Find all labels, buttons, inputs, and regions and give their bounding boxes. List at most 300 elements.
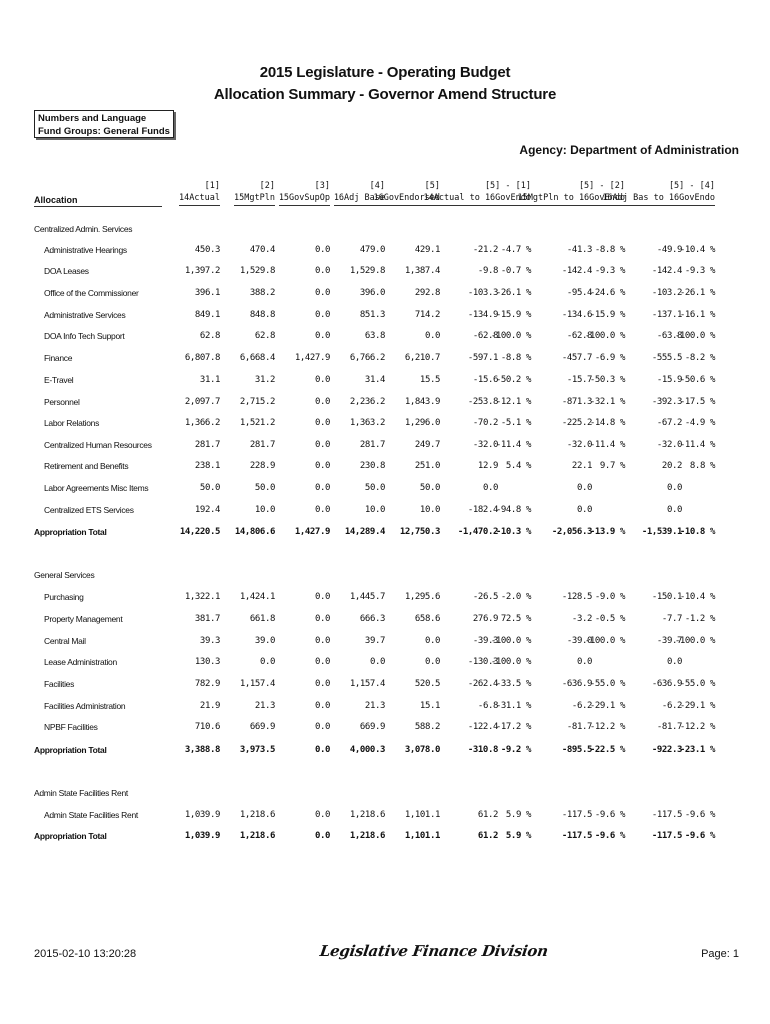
cell-value: 4,000.3 — [349, 745, 385, 755]
cell-value: 50.0 — [254, 483, 275, 493]
allocation-name: Finance — [44, 353, 73, 363]
cell-value: 1,101.1 — [404, 831, 440, 841]
cell-value: -15.7 — [566, 375, 592, 385]
table-row — [0, 679, 770, 693]
cell-value: 1,157.4 — [349, 679, 385, 689]
cell-value: -11.4 % — [589, 440, 625, 450]
cell-value: -12.2 % — [679, 722, 715, 732]
cell-value: 0.0 — [259, 657, 275, 667]
col-name: 16GovEndorsed — [373, 192, 440, 206]
table-row — [0, 461, 770, 475]
cell-value: -62.8 — [566, 331, 592, 341]
cell-value: 0.0 — [314, 461, 330, 471]
cell-value: 10.0 — [254, 505, 275, 515]
cell-value: -15.6 — [472, 375, 498, 385]
cell-value: -150.1 — [651, 592, 682, 602]
cell-value: -9.3 % — [684, 266, 715, 276]
cell-value: 15.1 — [419, 701, 440, 711]
col-index: [2] — [259, 181, 275, 191]
cell-value: 1,218.6 — [349, 831, 385, 841]
cell-value: -81.7 — [566, 722, 592, 732]
table-row — [0, 310, 770, 324]
cell-value: -21.2 — [472, 245, 498, 255]
cell-value: 20.2 — [661, 461, 682, 471]
filter-line-fund-groups: Fund Groups: General Funds — [38, 126, 170, 137]
cell-value: 710.6 — [194, 722, 220, 732]
table-row — [0, 722, 770, 736]
cell-value: -50.3 % — [589, 375, 625, 385]
cell-value: 2,715.2 — [239, 397, 275, 407]
cell-value: 50.0 — [199, 483, 220, 493]
cell-value: -392.3 — [651, 397, 682, 407]
cell-value: 6,807.8 — [184, 353, 220, 363]
cell-value: 50.0 — [364, 483, 385, 493]
col-name: 16Adj Base — [334, 192, 385, 206]
cell-value: 14,220.5 — [179, 527, 220, 537]
cell-value: -117.5 — [561, 810, 592, 820]
cell-value: 31.2 — [254, 375, 275, 385]
cell-value: -597.1 — [467, 353, 498, 363]
cell-value: -26.5 — [472, 592, 498, 602]
filter-box — [34, 110, 174, 138]
cell-value: -22.5 % — [589, 745, 625, 755]
cell-value: 8.8 % — [689, 461, 715, 471]
cell-value: 1,529.8 — [239, 266, 275, 276]
allocation-name: Appropriation Total — [34, 831, 107, 841]
table-row — [0, 375, 770, 389]
cell-value: -100.0 % — [584, 636, 625, 646]
cell-value: 1,529.8 — [349, 266, 385, 276]
cell-value: -134.9 — [467, 310, 498, 320]
cell-value: 10.0 — [364, 505, 385, 515]
cell-value: 281.7 — [249, 440, 275, 450]
cell-value: -142.4 — [561, 266, 592, 276]
cell-value: 450.3 — [194, 245, 220, 255]
cell-value: -12.2 % — [589, 722, 625, 732]
cell-value: 62.8 — [254, 331, 275, 341]
cell-value: 658.6 — [414, 614, 440, 624]
cell-value: 0.0 — [314, 331, 330, 341]
cell-value: 1,424.1 — [239, 592, 275, 602]
cell-value: -895.5 — [561, 745, 592, 755]
cell-value: -6.2 — [571, 701, 592, 711]
cell-value: -29.1 % — [589, 701, 625, 711]
cell-value: -1.2 % — [684, 614, 715, 624]
cell-value: 14,806.6 — [234, 527, 275, 537]
cell-value: 1,427.9 — [294, 353, 330, 363]
table-row — [0, 418, 770, 432]
cell-value: -555.5 — [651, 353, 682, 363]
col-name: 15MgtPln — [234, 192, 275, 206]
allocation-name: Administrative Services — [44, 310, 126, 320]
cell-value: 0.0 — [369, 657, 385, 667]
allocation-name: Appropriation Total — [34, 745, 107, 755]
cell-value: 0.0 — [314, 418, 330, 428]
cell-value: -182.4 — [467, 505, 498, 515]
cell-value: -26.1 % — [495, 288, 531, 298]
col-index: [5] - [2] — [578, 181, 625, 191]
cell-value: -9.8 — [477, 266, 498, 276]
allocation-name: Central Mail — [44, 636, 86, 646]
cell-value: -32.0 — [472, 440, 498, 450]
cell-value: -16.1 % — [679, 310, 715, 320]
cell-value: 31.4 — [364, 375, 385, 385]
cell-value: 396.0 — [359, 288, 385, 298]
table-row — [0, 592, 770, 606]
cell-value: 251.0 — [414, 461, 440, 471]
cell-value: -130.3 — [467, 657, 498, 667]
cell-value: -0.7 % — [500, 266, 531, 276]
cell-value: -6.8 — [477, 701, 498, 711]
table-row — [0, 266, 770, 280]
cell-value: 1,397.2 — [184, 266, 220, 276]
table-row — [0, 505, 770, 519]
cell-value: -103.3 — [467, 288, 498, 298]
cell-value: 0.0 — [314, 831, 330, 841]
col-name: 15MgtPln to 16GovEndo — [518, 192, 625, 206]
cell-value: -39.7 — [656, 636, 682, 646]
cell-value: -9.3 % — [594, 266, 625, 276]
cell-value: 230.8 — [359, 461, 385, 471]
cell-value: 1,039.9 — [184, 810, 220, 820]
cell-value: 6,210.7 — [404, 353, 440, 363]
col-index: [3] — [314, 181, 330, 191]
cell-value: 0.0 — [314, 745, 330, 755]
cell-value: -6.9 % — [594, 353, 625, 363]
cell-value: -10.3 % — [495, 527, 531, 537]
cell-value: 0.0 — [314, 288, 330, 298]
appropriation-total-row — [0, 527, 770, 541]
cell-value: -62.8 — [472, 331, 498, 341]
cell-value: -12.1 % — [495, 397, 531, 407]
cell-value: -253.8 — [467, 397, 498, 407]
cell-value: -3.2 — [571, 614, 592, 624]
cell-value: 12,750.3 — [399, 527, 440, 537]
table-row — [0, 397, 770, 411]
cell-value: -636.9 — [561, 679, 592, 689]
cell-value: 2,097.7 — [184, 397, 220, 407]
cell-value: 0.0 — [314, 440, 330, 450]
col-index: [5] — [424, 181, 440, 191]
cell-value: -31.1 % — [495, 701, 531, 711]
cell-value: -117.5 — [561, 831, 592, 841]
cell-value: -4.7 % — [500, 245, 531, 255]
cell-value: 0.0 — [666, 483, 682, 493]
cell-value: 192.4 — [194, 505, 220, 515]
cell-value: 1,296.0 — [404, 418, 440, 428]
cell-value: -103.2 — [651, 288, 682, 298]
cell-value: 228.9 — [249, 461, 275, 471]
cell-value: -39.0 — [566, 636, 592, 646]
cell-value: -100.0 % — [674, 331, 715, 341]
agency-label: Agency: Department of Administration — [519, 143, 739, 157]
cell-value: 0.0 — [482, 483, 498, 493]
cell-value: -117.5 — [651, 831, 682, 841]
cell-value: 669.9 — [249, 722, 275, 732]
cell-value: -9.6 % — [684, 831, 715, 841]
cell-value: 1,521.2 — [239, 418, 275, 428]
cell-value: -117.5 — [651, 810, 682, 820]
cell-value: 39.7 — [364, 636, 385, 646]
col-name: 15GovSupOp — [279, 192, 330, 206]
cell-value: 0.0 — [424, 636, 440, 646]
col-name: 14Actual — [179, 192, 220, 206]
cell-value: -26.1 % — [679, 288, 715, 298]
cell-value: 0.0 — [666, 657, 682, 667]
cell-value: 10.0 — [419, 505, 440, 515]
cell-value: 249.7 — [414, 440, 440, 450]
cell-value: -100.0 % — [584, 331, 625, 341]
cell-value: -55.0 % — [589, 679, 625, 689]
cell-value: -29.1 % — [679, 701, 715, 711]
cell-value: -8.8 % — [500, 353, 531, 363]
allocation-name: Office of the Commissioner — [44, 288, 139, 298]
cell-value: -17.2 % — [495, 722, 531, 732]
cell-value: -10.4 % — [679, 592, 715, 602]
cell-value: -32.0 — [656, 440, 682, 450]
cell-value: 39.0 — [254, 636, 275, 646]
table-row — [0, 440, 770, 454]
cell-value: -8.2 % — [684, 353, 715, 363]
cell-value: 0.0 — [576, 483, 592, 493]
cell-value: -922.3 — [651, 745, 682, 755]
table-row — [0, 810, 770, 824]
cell-value: -94.8 % — [495, 505, 531, 515]
cell-value: -63.8 — [656, 331, 682, 341]
cell-value: 520.5 — [414, 679, 440, 689]
col-name: 14Actual to 16GovEndo — [424, 192, 531, 206]
cell-value: -11.4 % — [495, 440, 531, 450]
cell-value: 849.1 — [194, 310, 220, 320]
allocation-name: Centralized ETS Services — [44, 505, 134, 515]
cell-value: 21.3 — [254, 701, 275, 711]
cell-value: -15.9 % — [589, 310, 625, 320]
cell-value: 1,157.4 — [239, 679, 275, 689]
cell-value: 388.2 — [249, 288, 275, 298]
cell-value: 0.0 — [314, 505, 330, 515]
cell-value: 381.7 — [194, 614, 220, 624]
cell-value: -310.8 — [467, 745, 498, 755]
cell-value: 0.0 — [314, 722, 330, 732]
cell-value: -50.2 % — [495, 375, 531, 385]
appropriation-total-row — [0, 831, 770, 845]
appropriation-total-row — [0, 745, 770, 759]
cell-value: -0.5 % — [594, 614, 625, 624]
section-title: General Services — [34, 570, 95, 580]
cell-value: -142.4 — [651, 266, 682, 276]
allocation-name: Retirement and Benefits — [44, 461, 129, 471]
cell-value: -81.7 — [656, 722, 682, 732]
cell-value: -100.0 % — [674, 636, 715, 646]
cell-value: 6,766.2 — [349, 353, 385, 363]
cell-value: -13.9 % — [589, 527, 625, 537]
cell-value: 1,218.6 — [239, 810, 275, 820]
cell-value: -23.1 % — [679, 745, 715, 755]
cell-value: -100.0 % — [490, 636, 531, 646]
cell-value: -1,470.2 — [457, 527, 498, 537]
cell-value: -10.8 % — [679, 527, 715, 537]
allocation-name: Admin State Facilities Rent — [44, 810, 138, 820]
cell-value: -2,056.3 — [551, 527, 592, 537]
col-name: 16Adj Bas to 16GovEndo — [602, 192, 715, 206]
col-header-15mgtpln — [234, 180, 275, 206]
cell-value: -5.1 % — [500, 418, 531, 428]
cell-value: 21.9 — [199, 701, 220, 711]
cell-value: -225.2 — [561, 418, 592, 428]
cell-value: 851.3 — [359, 310, 385, 320]
cell-value: -9.6 % — [684, 810, 715, 820]
cell-value: 9.7 % — [599, 461, 625, 471]
cell-value: 0.0 — [424, 331, 440, 341]
cell-value: 1,445.7 — [349, 592, 385, 602]
allocation-name: Property Management — [44, 614, 123, 624]
allocation-name: E-Travel — [44, 375, 74, 385]
report-title: 2015 Legislature - Operating Budget — [259, 64, 511, 81]
cell-value: -6.2 — [661, 701, 682, 711]
cell-value: -7.7 — [661, 614, 682, 624]
cell-value: 0.0 — [314, 657, 330, 667]
section-header-row — [0, 788, 770, 802]
allocation-name: NPBF Facilities — [44, 722, 98, 732]
cell-value: 5.9 % — [505, 810, 531, 820]
cell-value: 5.4 % — [505, 461, 531, 471]
cell-value: -15.9 % — [495, 310, 531, 320]
allocation-name: Personnel — [44, 397, 80, 407]
cell-value: -70.2 — [472, 418, 498, 428]
cell-value: 429.1 — [414, 245, 440, 255]
cell-value: 0.0 — [314, 483, 330, 493]
report-timestamp: 2015-02-10 13:20:28 — [34, 948, 137, 960]
cell-value: 238.1 — [194, 461, 220, 471]
cell-value: 1,363.2 — [349, 418, 385, 428]
col-header-14actual — [179, 180, 220, 206]
cell-value: 782.9 — [194, 679, 220, 689]
cell-value: -9.6 % — [594, 810, 625, 820]
cell-value: 12.9 — [477, 461, 498, 471]
cell-value: 666.3 — [359, 614, 385, 624]
division-signature: Legislative Finance Division — [318, 942, 550, 960]
allocation-name: Purchasing — [44, 592, 84, 602]
cell-value: 669.9 — [359, 722, 385, 732]
cell-value: 15.5 — [419, 375, 440, 385]
table-row — [0, 657, 770, 671]
allocation-name: Lease Administration — [44, 657, 117, 667]
cell-value: -137.1 — [651, 310, 682, 320]
table-row — [0, 288, 770, 302]
cell-value: 62.8 — [199, 331, 220, 341]
cell-value: 21.3 — [364, 701, 385, 711]
cell-value: 6,668.4 — [239, 353, 275, 363]
table-row — [0, 636, 770, 650]
cell-value: 14,289.4 — [344, 527, 385, 537]
cell-value: 3,973.5 — [239, 745, 275, 755]
cell-value: 848.8 — [249, 310, 275, 320]
allocation-name: DOA Info Tech Support — [44, 331, 125, 341]
cell-value: 588.2 — [414, 722, 440, 732]
cell-value: -134.6 — [561, 310, 592, 320]
cell-value: 0.0 — [314, 810, 330, 820]
cell-value: 5.9 % — [505, 831, 531, 841]
cell-value: 2,236.2 — [349, 397, 385, 407]
cell-value: 292.8 — [414, 288, 440, 298]
cell-value: 1,387.4 — [404, 266, 440, 276]
cell-value: 0.0 — [314, 266, 330, 276]
cell-value: 1,101.1 — [404, 810, 440, 820]
cell-value: 661.8 — [249, 614, 275, 624]
cell-value: -32.1 % — [589, 397, 625, 407]
cell-value: 0.0 — [314, 636, 330, 646]
col-index: [5] - [4] — [668, 181, 715, 191]
table-row — [0, 483, 770, 497]
col-index: [1] — [204, 181, 220, 191]
section-title: Centralized Admin. Services — [34, 224, 133, 234]
section-title: Admin State Facilities Rent — [34, 788, 128, 798]
cell-value: 1,427.9 — [294, 527, 330, 537]
table-row — [0, 614, 770, 628]
cell-value: -1,539.1 — [641, 527, 682, 537]
cell-value: 470.4 — [249, 245, 275, 255]
cell-value: -128.5 — [561, 592, 592, 602]
cell-value: 281.7 — [359, 440, 385, 450]
cell-value: 61.2 — [477, 810, 498, 820]
cell-value: 1,218.6 — [349, 810, 385, 820]
cell-value: 0.0 — [576, 505, 592, 515]
col-index: [5] - [1] — [484, 181, 531, 191]
cell-value: 1,295.6 — [404, 592, 440, 602]
cell-value: 0.0 — [314, 614, 330, 624]
cell-value: 1,366.2 — [184, 418, 220, 428]
allocation-name: Labor Agreements Misc Items — [44, 483, 149, 493]
cell-value: -41.3 — [566, 245, 592, 255]
cell-value: -55.0 % — [679, 679, 715, 689]
section-header-row — [0, 570, 770, 584]
cell-value: -100.0 % — [490, 331, 531, 341]
table-row — [0, 331, 770, 345]
cell-value: -10.4 % — [679, 245, 715, 255]
table-row — [0, 245, 770, 259]
table-row — [0, 701, 770, 715]
cell-value: -871.3 — [561, 397, 592, 407]
table-row — [0, 353, 770, 367]
cell-value: -2.0 % — [500, 592, 531, 602]
cell-value: 61.2 — [477, 831, 498, 841]
cell-value: -50.6 % — [679, 375, 715, 385]
cell-value: -24.6 % — [589, 288, 625, 298]
cell-value: 1,039.9 — [184, 831, 220, 841]
cell-value: 479.0 — [359, 245, 385, 255]
cell-value: 0.0 — [314, 592, 330, 602]
cell-value: -11.4 % — [679, 440, 715, 450]
allocation-name: Appropriation Total — [34, 527, 107, 537]
allocation-name: Administrative Hearings — [44, 245, 127, 255]
allocation-column-header: Allocation — [34, 195, 162, 207]
filter-line-numbers: Numbers and Language — [38, 113, 147, 124]
cell-value: 0.0 — [314, 397, 330, 407]
allocation-name: Centralized Human Resources — [44, 440, 152, 450]
cell-value: -9.6 % — [594, 831, 625, 841]
col-index: [4] — [369, 181, 385, 191]
cell-value: -95.4 — [566, 288, 592, 298]
cell-value: 39.3 — [199, 636, 220, 646]
report-subtitle: Allocation Summary - Governor Amend Structure — [213, 86, 557, 103]
cell-value: -15.9 — [656, 375, 682, 385]
cell-value: 63.8 — [364, 331, 385, 341]
cell-value: -457.7 — [561, 353, 592, 363]
cell-value: -32.0 — [566, 440, 592, 450]
cell-value: 0.0 — [424, 657, 440, 667]
cell-value: 281.7 — [194, 440, 220, 450]
cell-value: -8.8 % — [594, 245, 625, 255]
